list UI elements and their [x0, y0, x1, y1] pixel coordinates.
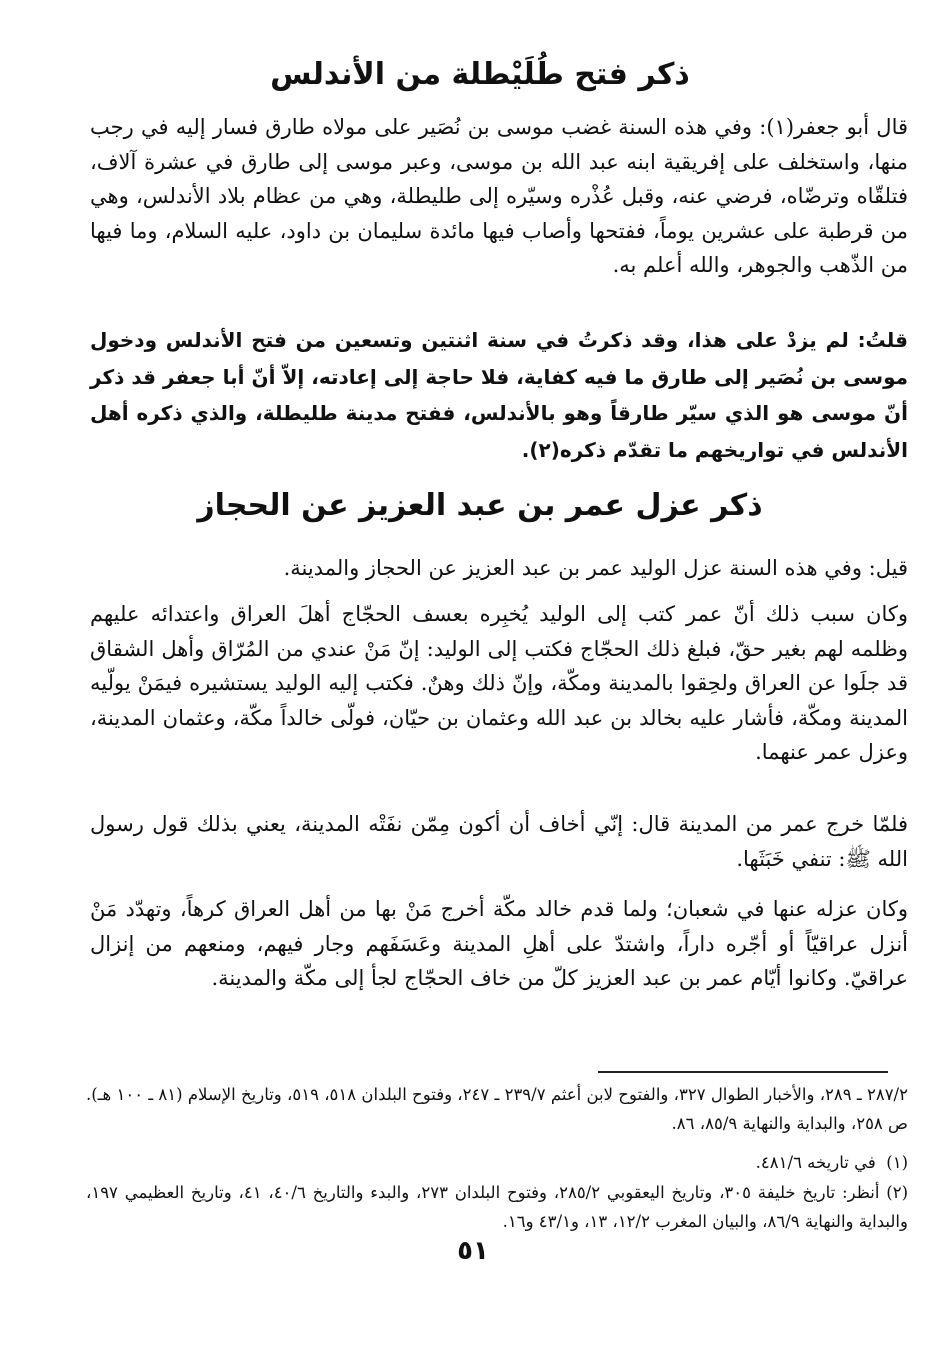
paragraph-dismissal-intro: قيل: وفي هذه السنة عزل الوليد عمر بن عبد العزيز عن الحجاز والمدينة.	[283, 556, 908, 580]
paragraph-author-note: قلتُ: لم يزدْ على هذا، وقد ذكرتُ في سنة اثنتين وتسعين من فتح الأندلس ودخول موسى بن نُصَير إلى طارق ما فيه كفاية، فلا حاجة إلى إعادته، إلاّ أنّ أبا جعفر قد ذكر أنّ موسى هو الذي سيّر طارقاً وهو بالأندلس، ففتح مدينة طليطلة، والذي ذكره أهل الأندلس في تواريخهم ما تقدّم ذكره(٢).	[90, 328, 908, 462]
paragraph-dismissal-cause: وكان سبب ذلك أنّ عمر كتب إلى الوليد يُخبِره بعسف الحجّاج أهلَ العراق واعتدائه عليهم وظلمه لهم بغير حقّ، فبلغ ذلك الحجّاج فكتب إلى الوليد: إنّ مَنْ عندي من المُرّاق وأهل الشقاق قد جلَوا عن العراق ولحِقوا بالمدينة ومكّة، وإنّ ذلك وهنٌ. فكتب إليه الوليد يستشيره فيمَنْ يولّيه المدينة ومكّة، فأشار عليه بخالد بن عبد الله وعثمان بن حيّان، فولّى خالداً مكّة، وعثمان المدينة، وعزل عمر عنهما.	[90, 602, 908, 765]
paragraph-toledo-conquest: قال أبو جعفر(١): وفي هذه السنة غضب موسى بن نُصَير على مولاه طارق فسار إليه في رجب منها، واستخلف على إفريقية ابنه عبد الله بن موسى، وعبر موسى إلى طارق في عشرة آلاف، فتلقّاه وترضّاه، فرضي عنه، وقبل عُذْره وسيّره إلى طليطلة، وهي من عظام بلاد الأندلس، وهي من قرطبة على عشرين يوماً، ففتحها وأصاب فيها مائدة سليمان بن داود، عليه السلام، وما فيها من الذّهب والجوهر، والله أعلم به.	[90, 115, 909, 278]
paragraph-khalid-mecca: وكان عزله عنها في شعبان؛ ولما قدم خالد مكّة أخرج مَنْ بها من أهل العراق كرهاً، وتهدّد مَنْ أنزل عراقيّاً أو أجّره داراً، واشتدّ على أهلِ المدينة وعَسَفَهم وجار فيهم، ومنعهم من إنزال عراقيّ. وكانوا أيّام عمر بن عبد العزيز كلّ من خاف الحجّاج لجأ إلى مكّة والمدينة.	[90, 897, 908, 991]
footnote-separator	[598, 1071, 888, 1073]
footnote-continuation: ٢٨٧/٢ ـ ٢٨٩، والأخبار الطوال ٣٢٧، والفتوح لابن أعثم ٢٣٩/٧ ـ ٢٤٧، وفتوح البلدان ٥١٨، ٥١٩، وتاريخ الإسلام (٨١ ـ ١٠٠ هـ). ص ٢٥٨، والبداية والنهاية ٨٥/٩، ٨٦.	[86, 1085, 908, 1133]
footnote-2-text: أنظر: تاريخ خليفة ٣٠٥، وتاريخ اليعقوبي ٢٨٥/٢، وفتوح البلدان ٢٧٣، والبدء والتاريخ ٤٠/٦، ٤١، وتاريخ العظيمي ١٩٧، والبداية والنهاية ٨٦/٩، والبيان المغرب ١٢/٢، ١٣، و٤٣/١ و١٦.	[86, 1183, 908, 1231]
footnote-1-text: في تاريخه ٤٨١/٦.	[755, 1153, 876, 1172]
section-title-umar-dismissal: ذكر عزل عمر بن عبد العزيز عن الحجاز	[197, 488, 763, 523]
section-title-toledo: ذكر فتح طُلَيْطلة من الأندلس	[270, 57, 690, 92]
footnote-1	[86, 1148, 908, 1177]
footnote-2-marker: (٢)	[886, 1183, 908, 1202]
footnote-2	[86, 1178, 908, 1236]
page-number: ٥١	[457, 1236, 489, 1266]
paragraph-umar-departure: فلمّا خرج عمر من المدينة قال: إنّي أخاف أن أكون مِمّن نفَتْه المدينة، يعني بذلك قول رسول الله ﷺ: تنفي خَبَثَها.	[90, 812, 908, 871]
footnote-1-marker: (١)	[886, 1153, 908, 1172]
